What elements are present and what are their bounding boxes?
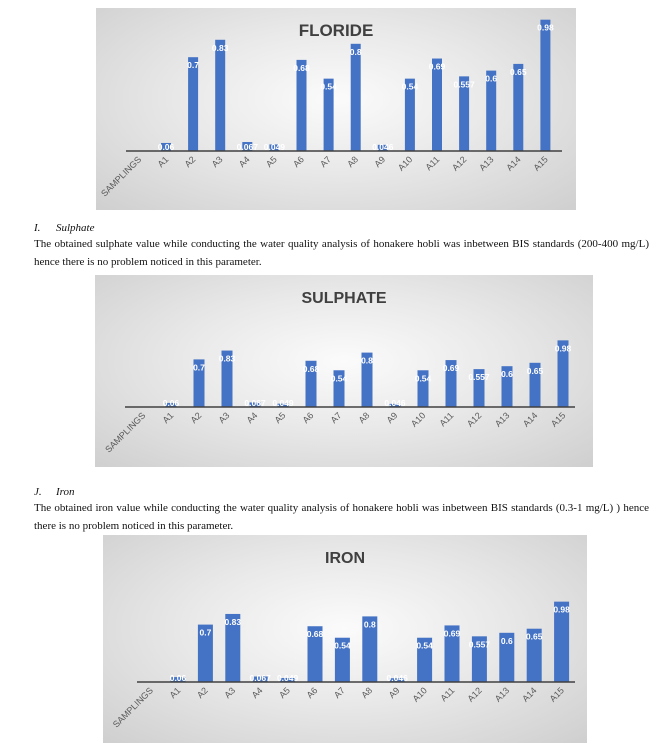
iron-data-label: 0.54 (416, 640, 433, 651)
sulphate-tick-label: A11 (437, 410, 456, 429)
sulphate-data-label: 0.7 (193, 362, 205, 373)
floride-chart-svg (96, 8, 576, 210)
sulphate-tick-label: A10 (409, 410, 428, 429)
sulphate-chart-svg (95, 275, 593, 467)
floride-tick-label: A1 (155, 154, 171, 170)
sulphate-data-label: 0.067 (244, 398, 266, 408)
iron-tick-label: A9 (386, 685, 402, 701)
iron-tick-label: A3 (222, 685, 238, 701)
iron-heading (34, 486, 75, 498)
iron-data-label: 0.65 (525, 631, 543, 642)
sulphate-data-label: 0.54 (330, 373, 348, 384)
sulphate-data-label: 0.68 (302, 363, 320, 374)
sulphate-data-label: 0.54 (414, 373, 432, 384)
iron-tick-label: A6 (304, 685, 320, 701)
floride-bar (215, 40, 225, 151)
iron-chart (103, 535, 587, 743)
iron-tick-label: A15 (547, 685, 567, 704)
sulphate-data-label: 0.046 (384, 398, 406, 408)
iron-tick-label: A7 (331, 685, 347, 701)
iron-data-label: 0.06 (169, 673, 187, 683)
iron-tick-label: A10 (410, 685, 430, 704)
iron-data-label: 0.6 (500, 635, 513, 646)
iron-data-label: 0.046 (386, 673, 408, 683)
floride-data-label: 0.98 (537, 22, 554, 33)
floride-tick-label: A15 (531, 154, 550, 173)
iron-heading-title: Iron (56, 486, 75, 498)
iron-data-label: 0.049 (276, 673, 299, 683)
floride-tick-label: A6 (291, 154, 306, 170)
iron-data-label: 0.98 (553, 604, 570, 615)
floride-tick-label: A5 (263, 154, 279, 170)
iron-tick-label: A2 (194, 685, 210, 701)
sulphate-tick-label: A2 (188, 410, 204, 426)
sulphate-chart-title: SULPHATE (301, 290, 387, 307)
sulphate-data-label: 0.6 (501, 369, 513, 380)
floride-data-label: 0.69 (428, 61, 446, 72)
floride-chart (96, 8, 576, 210)
floride-data-label: 0.65 (510, 66, 527, 77)
iron-heading-number: J. (34, 486, 42, 498)
floride-tick-label: A3 (209, 154, 225, 170)
floride-bar (513, 64, 523, 151)
floride-data-label: 0.54 (320, 81, 337, 92)
sulphate-tick-label: SAMPLINGS (103, 410, 148, 455)
sulphate-tick-label: A12 (465, 410, 484, 429)
iron-data-label: 0.067 (249, 673, 271, 683)
sulphate-tick-label: A3 (216, 410, 232, 426)
floride-data-label: 0.7 (187, 60, 200, 71)
sulphate-tick-label: A6 (300, 410, 316, 426)
iron-data-label: 0.8 (363, 619, 376, 630)
sulphate-data-label: 0.049 (272, 398, 294, 408)
sulphate-tick-label: A7 (328, 410, 344, 426)
floride-chart-title: FLORIDE (298, 21, 374, 40)
floride-tick-label: A7 (318, 154, 334, 170)
sulphate-heading-number: I. (34, 222, 41, 234)
floride-data-label: 0.557 (453, 79, 475, 90)
floride-bar (188, 57, 198, 151)
iron-paragraph: The obtained iron value while conducting the water quality analysis of honakere hobli was inbetween BIS standards (0.3-1 mg/L) ) hence there is no problem noticed in this parameter. (34, 502, 649, 532)
floride-data-label: 0.68 (293, 62, 310, 73)
iron-tick-label: A4 (249, 685, 265, 701)
sulphate-data-label: 0.65 (526, 365, 544, 376)
floride-tick-label: A9 (372, 154, 388, 170)
iron-data-label: 0.54 (334, 640, 351, 651)
floride-tick-label: SAMPLINGS (99, 154, 144, 199)
iron-tick-label: A12 (465, 685, 484, 704)
floride-tick-label: A2 (182, 154, 198, 170)
sulphate-tick-label: A8 (356, 410, 372, 426)
iron-tick-label: SAMPLINGS (110, 685, 156, 730)
sulphate-paragraph: The obtained sulphate value while conducting the water quality analysis of honakere hobli was inbetween BIS standards (200-400 mg/L) hence there is no problem noticed in this parameter. (34, 238, 649, 268)
sulphate-tick-label: A15 (549, 410, 568, 429)
iron-data-label: 0.69 (443, 628, 461, 639)
sulphate-tick-label: A5 (272, 410, 288, 426)
sulphate-tick-label: A13 (493, 410, 512, 429)
iron-tick-label: A1 (167, 685, 183, 701)
iron-tick-label: A11 (438, 685, 457, 704)
floride-data-label: 0.83 (211, 42, 229, 53)
floride-tick-label: A11 (423, 154, 442, 173)
sulphate-data-label: 0.557 (468, 372, 490, 383)
floride-tick-label: A8 (345, 154, 361, 170)
sulphate-tick-label: A9 (384, 410, 400, 426)
iron-data-label: 0.7 (199, 627, 212, 638)
iron-data-label: 0.557 (468, 639, 491, 650)
sulphate-data-label: 0.06 (162, 398, 180, 408)
floride-tick-label: A14 (504, 154, 523, 173)
floride-data-label: 0.8 (349, 46, 362, 57)
floride-tick-label: A10 (395, 154, 415, 173)
floride-bar (351, 44, 361, 151)
sulphate-heading-title: Sulphate (56, 222, 95, 234)
sulphate-data-label: 0.8 (361, 355, 373, 366)
sulphate-data-label: 0.83 (218, 353, 236, 364)
sulphate-tick-label: A4 (244, 410, 260, 426)
floride-bar (297, 60, 307, 151)
iron-tick-label: A8 (359, 685, 375, 701)
sulphate-heading (34, 222, 95, 234)
sulphate-tick-label: A14 (521, 410, 540, 429)
floride-data-label: 0.6 (485, 73, 498, 84)
iron-data-label: 0.68 (306, 629, 324, 640)
iron-chart-title: IRON (325, 550, 365, 567)
floride-tick-label: A12 (450, 154, 469, 173)
floride-tick-label: A13 (477, 154, 496, 173)
iron-tick-label: A14 (520, 685, 539, 704)
floride-data-label: 0.049 (263, 142, 286, 152)
floride-data-label: 0.54 (401, 81, 419, 92)
iron-tick-label: A5 (277, 685, 293, 701)
floride-tick-label: A4 (236, 154, 252, 170)
floride-data-label: 0.06 (157, 142, 175, 152)
floride-bar (432, 59, 442, 151)
floride-bar (540, 20, 550, 151)
floride-data-label: 0.067 (236, 142, 258, 152)
floride-data-label: 0.046 (372, 142, 394, 152)
iron-data-label: 0.83 (224, 616, 242, 627)
sulphate-data-label: 0.69 (442, 363, 460, 374)
sulphate-chart (95, 275, 593, 467)
sulphate-data-label: 0.98 (554, 343, 572, 354)
iron-chart-svg (103, 535, 587, 743)
iron-tick-label: A13 (492, 685, 512, 704)
sulphate-tick-label: A1 (160, 410, 176, 426)
